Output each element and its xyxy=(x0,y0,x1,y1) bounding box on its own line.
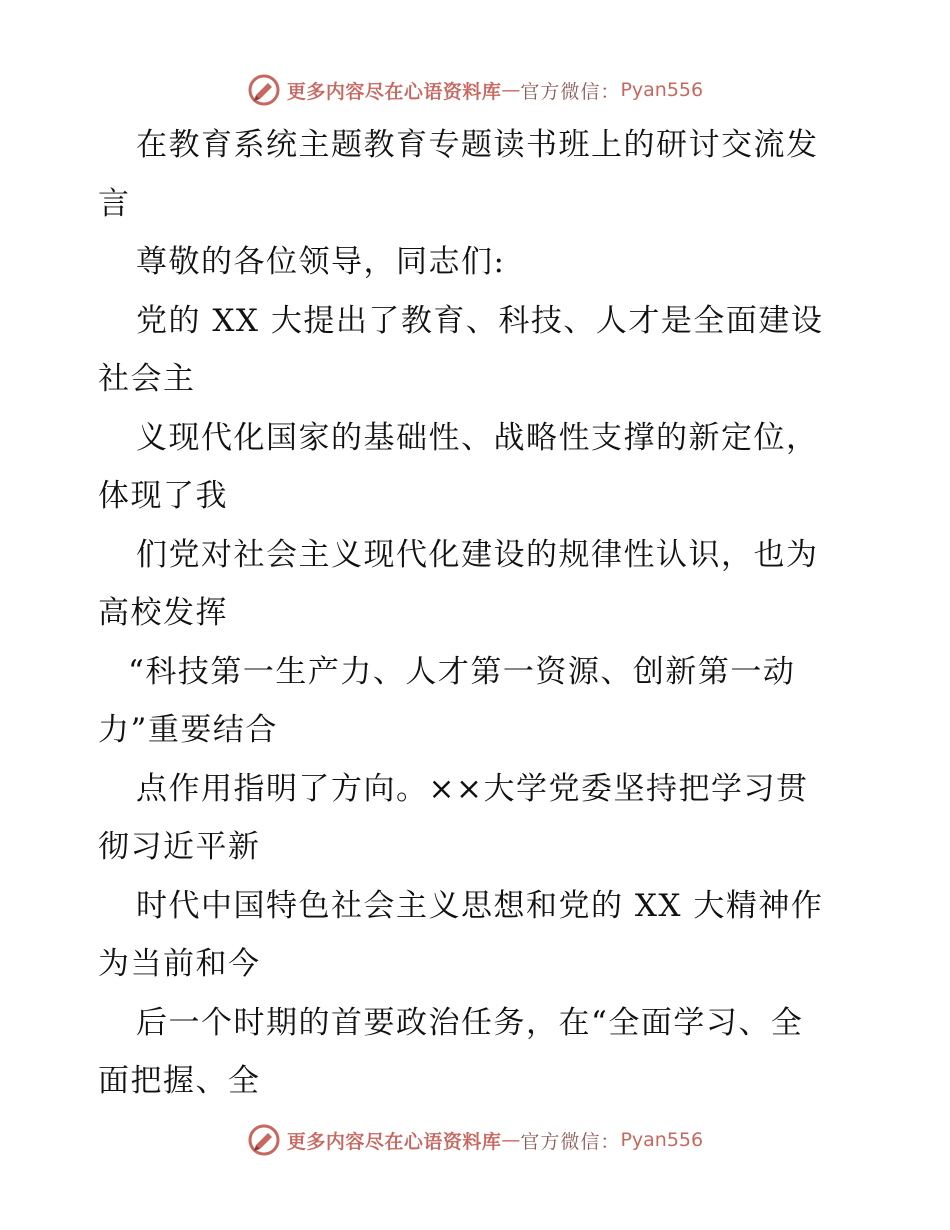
footer-watermark xyxy=(0,1120,950,1160)
salutation: 尊敬的各位领导，同志们: xyxy=(136,244,506,280)
watermark-wechat-id: Pyan556 xyxy=(620,1129,704,1151)
watermark-wechat-id: Pyan556 xyxy=(620,79,704,101)
body-line: 为当前和今 xyxy=(98,946,261,982)
red-seal-logo-icon xyxy=(247,1123,281,1157)
document-title-line-2: 言 xyxy=(98,185,131,222)
body-line: 后一个时期的首要政治任务，在“全面学习、全 xyxy=(136,1004,804,1041)
body-line: 面把握、全 xyxy=(98,1063,261,1099)
body-line: 高校发挥 xyxy=(98,595,228,631)
body-line: “科技第一生产力、人才第一资源、创新第一动 xyxy=(128,653,796,690)
header-watermark xyxy=(0,70,950,110)
watermark-official-label: 官方微信： xyxy=(520,80,621,103)
body-line: 社会主 xyxy=(98,361,196,397)
document-title-line-1: 在教育系统主题教育专题读书班上的研讨交流发 xyxy=(136,127,819,163)
body-line: 彻习近平新 xyxy=(98,829,261,865)
body-line: 点作用指明了方向。××大学党委坚持把学习贯 xyxy=(136,770,809,807)
body-line: 党的 XX 大提出了教育、科技、人才是全面建设 xyxy=(136,302,824,339)
body-line: 力”重要结合 xyxy=(98,712,278,748)
watermark-separator: — xyxy=(501,1129,521,1151)
body-line: 体现了我 xyxy=(98,478,228,514)
body-line: 时代中国特色社会主义思想和党的 XX 大精神作 xyxy=(136,887,824,924)
body-line: 义现代化国家的基础性、战略性支撑的新定位， xyxy=(136,419,819,456)
red-seal-logo-icon xyxy=(247,73,281,107)
body-line: 们党对社会主义现代化建设的规律性认识，也为 xyxy=(136,536,819,573)
watermark-separator: — xyxy=(501,79,521,101)
watermark-brand: 更多内容尽在心语资料库 xyxy=(286,1130,502,1153)
document-body xyxy=(98,116,858,1111)
watermark-official-label: 官方微信： xyxy=(520,1130,621,1153)
watermark-brand: 更多内容尽在心语资料库 xyxy=(286,80,502,103)
